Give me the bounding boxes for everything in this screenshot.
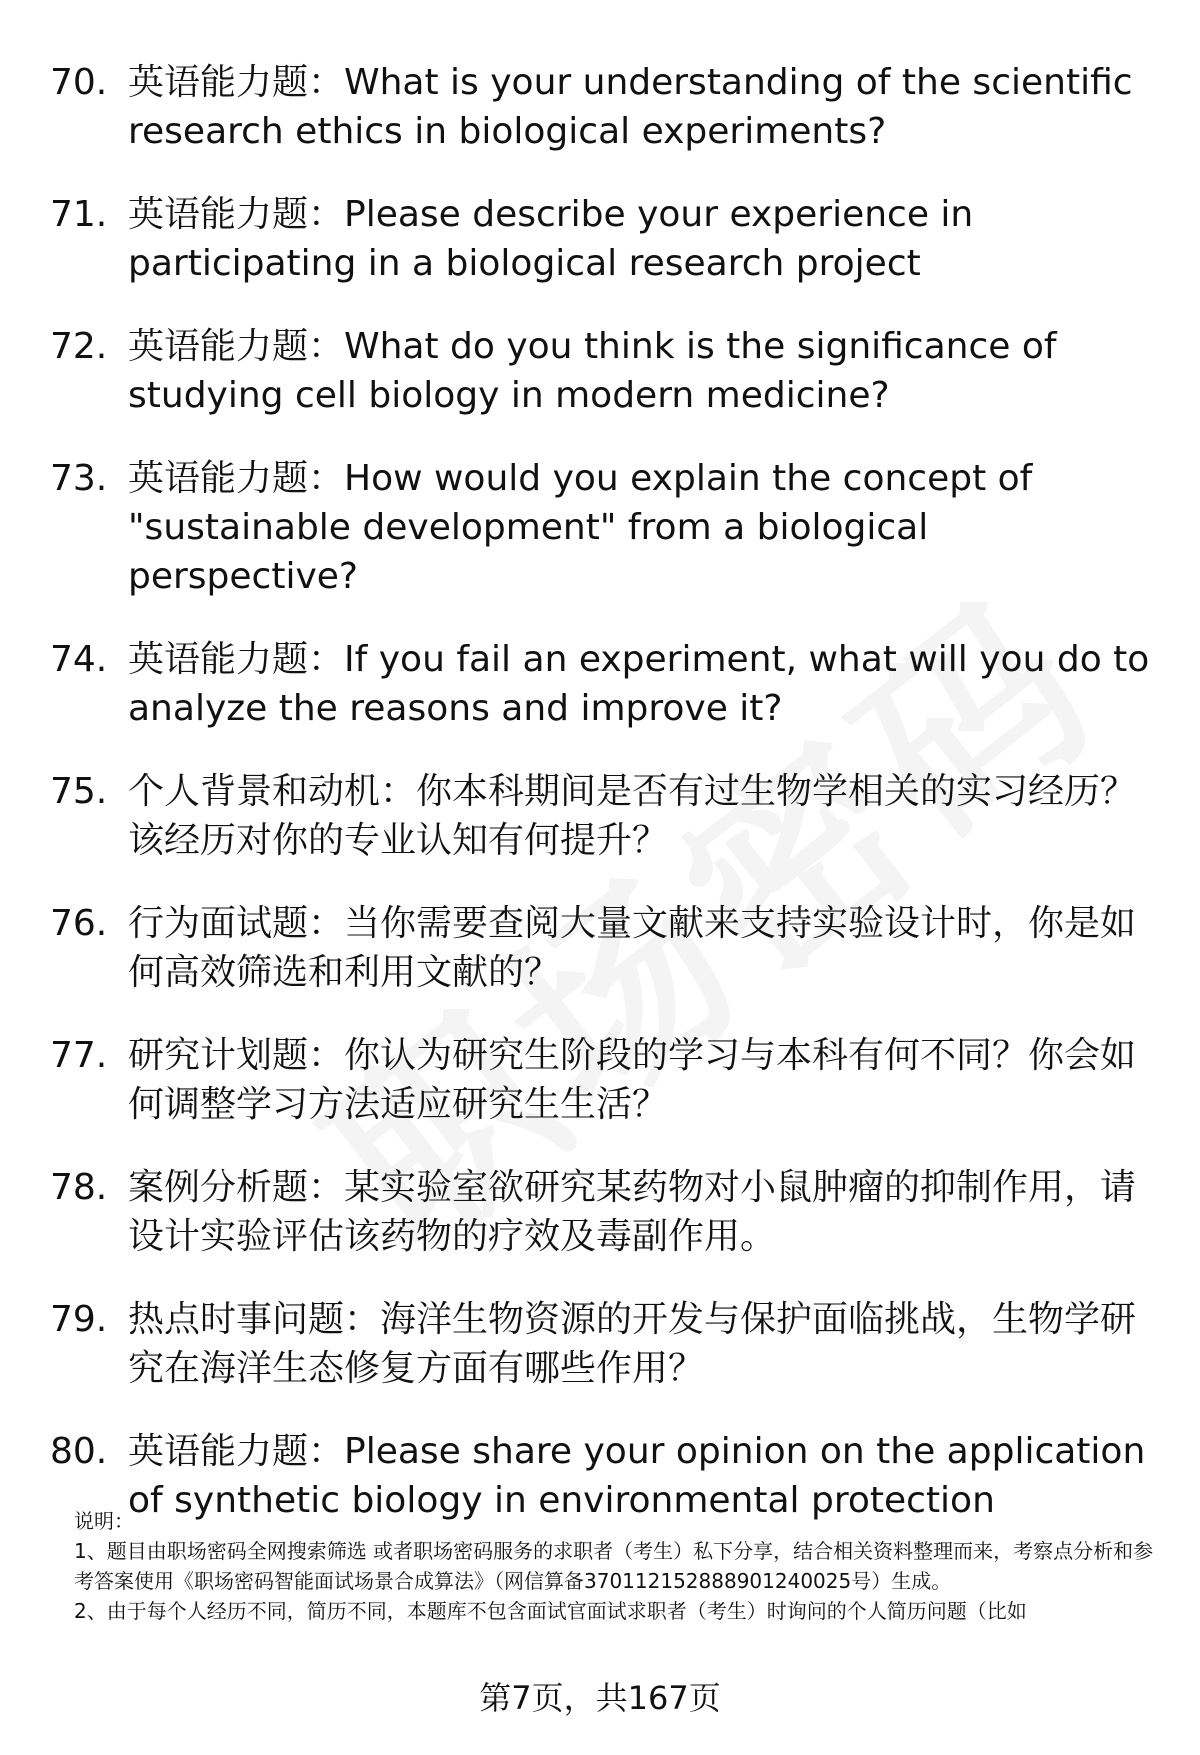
question-item bbox=[50, 322, 1165, 420]
page-footer bbox=[0, 1673, 1200, 1719]
question-item bbox=[50, 190, 1165, 288]
question-item bbox=[50, 1031, 1165, 1129]
question-text: 英语能力题：Please share your opinion on the application of synthetic biology in environmental protection bbox=[128, 1431, 1146, 1521]
note-item: 1、题目由职场密码全网搜索筛选 或者职场密码服务的求职者（考生）私下分享，结合相关资料整理而来，考察点分析和参考答案使用《职场密码智能面试场景合成算法》（网信算备370112152888901240025号）生成。 bbox=[74, 1539, 1154, 1593]
question-item bbox=[50, 899, 1165, 997]
page-number-label: 第7页，共167页 bbox=[479, 1679, 721, 1717]
question-number: 71. bbox=[50, 194, 108, 235]
question-item bbox=[50, 635, 1165, 733]
question-number: 78. bbox=[50, 1167, 108, 1208]
question-number: 70. bbox=[50, 62, 108, 103]
question-text: 研究计划题：你认为研究生阶段的学习与本科有何不同？你会如何调整学习方法适应研究生生活？ bbox=[128, 1035, 1137, 1125]
question-item bbox=[50, 58, 1165, 156]
question-text: 英语能力题：If you fail an experiment, what will you do to analyze the reasons and improve it? bbox=[128, 639, 1150, 729]
question-number: 77. bbox=[50, 1035, 108, 1076]
question-number: 74. bbox=[50, 639, 108, 680]
question-text: 英语能力题：What is your understanding of the scientific research ethics in biological experiments? bbox=[128, 62, 1133, 152]
question-text: 个人背景和动机：你本科期间是否有过生物学相关的实习经历？该经历对你的专业认知有何提升？ bbox=[128, 771, 1137, 861]
question-text: 案例分析题：某实验室欲研究某药物对小鼠肿瘤的抑制作用，请设计实验评估该药物的疗效及毒副作用。 bbox=[128, 1167, 1137, 1257]
question-item bbox=[50, 1163, 1165, 1261]
question-item bbox=[50, 767, 1165, 865]
question-number: 75. bbox=[50, 771, 108, 812]
notes-title: 说明： bbox=[74, 1509, 134, 1533]
notes-section bbox=[74, 1506, 1154, 1626]
question-item bbox=[50, 454, 1165, 601]
question-item bbox=[50, 1295, 1165, 1393]
question-list bbox=[50, 58, 1165, 1559]
question-text: 英语能力题：Please describe your experience in participating in a biological research project bbox=[128, 194, 974, 284]
question-number: 80. bbox=[50, 1431, 108, 1472]
question-number: 79. bbox=[50, 1299, 108, 1340]
question-number: 72. bbox=[50, 326, 108, 367]
question-text: 行为面试题：当你需要查阅大量文献来支持实验设计时，你是如何高效筛选和利用文献的？ bbox=[128, 903, 1137, 993]
note-item: 2、由于每个人经历不同，简历不同，本题库不包含面试官面试求职者（考生）时询问的个人简历问题（比如 bbox=[74, 1599, 1027, 1623]
question-text: 英语能力题：What do you think is the significance of studying cell biology in modern medicine? bbox=[128, 326, 1057, 416]
question-number: 73. bbox=[50, 458, 108, 499]
question-number: 76. bbox=[50, 903, 108, 944]
question-text: 热点时事问题：海洋生物资源的开发与保护面临挑战，生物学研究在海洋生态修复方面有哪些作用？ bbox=[128, 1299, 1137, 1389]
question-text: 英语能力题：How would you explain the concept of "sustainable development" from a biological perspective? bbox=[128, 458, 1033, 597]
